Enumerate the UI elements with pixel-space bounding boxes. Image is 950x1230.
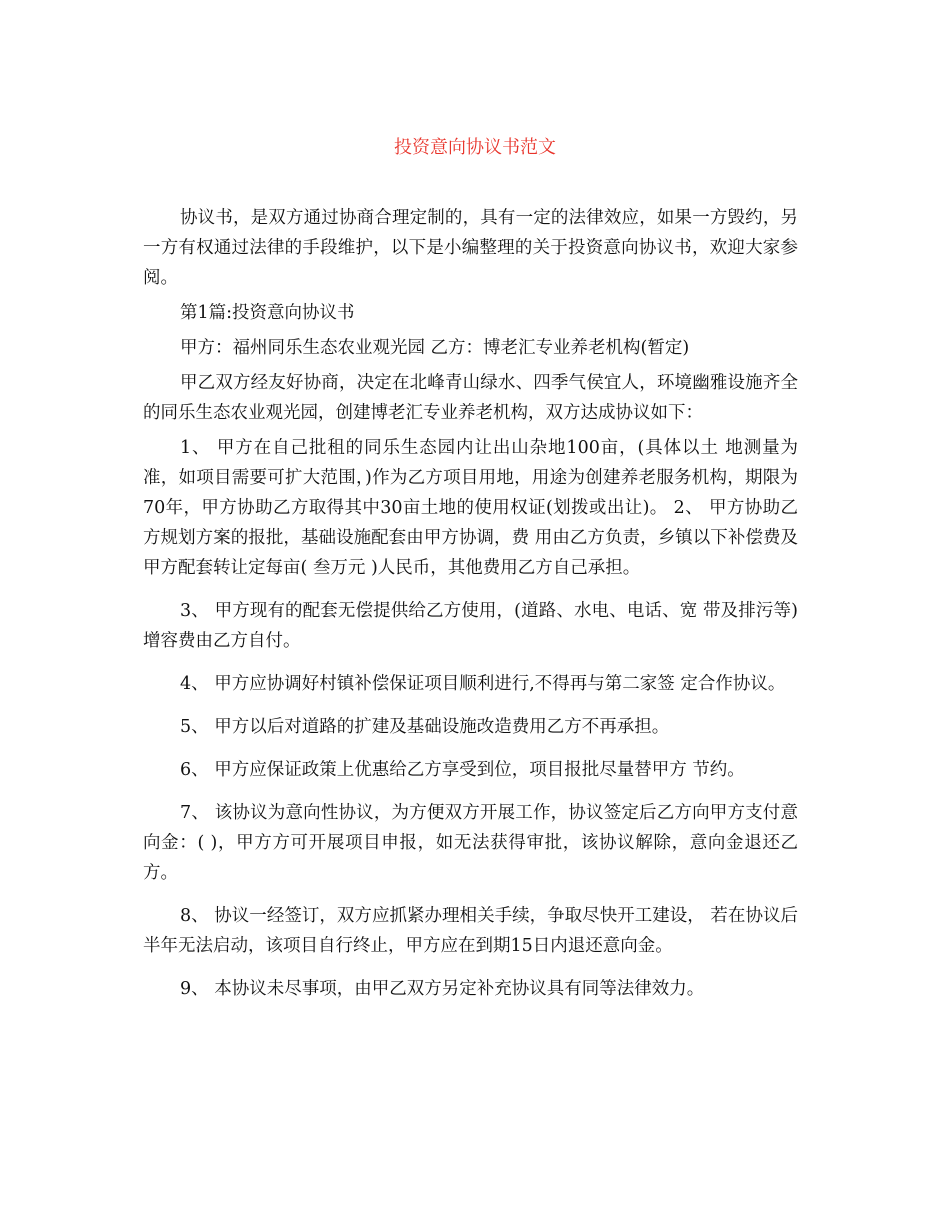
intro-paragraph: 协议书，是双方通过协商合理定制的，具有一定的法律效应，如果一方毁约，另一方有权通过法律的手段维护，以下是小编整理的关于投资意向协议书，欢迎大家参阅。 [143, 208, 798, 288]
section-heading: 第1篇:投资意向协议书 [180, 303, 355, 323]
clause-4: 4、 甲方应协调好村镇补偿保证项目顺利进行,不得再与第二家签 定合作协议。 [180, 674, 786, 694]
clause-5: 5、 甲方以后对道路的扩建及基础设施改造费用乙方不再承担。 [180, 717, 670, 737]
clause-8: 8、 协议一经签订，双方应抓紧办理相关手续，争取尽快开工建设， 若在协议后半年无法启动，该项目自行终止，甲方应在到期15日内退还意向金。 [143, 906, 798, 956]
clause-6: 6、 甲方应保证政策上优惠给乙方享受到位，项目报批尽量替甲方 节约。 [180, 760, 745, 780]
clause-1-2: 1、 甲方在自己批租的同乐生态园内让出山杂地100亩，(具体以土 地测量为准，如项目需要可扩大范围，)作为乙方项目用地，用途为创建养老服务机构，期限为70年，甲方协助乙方取得其中30亩土地的使用权证(划拨或出让)。 2、 甲方协助乙方规划方案的报批，基础设施配套由甲方协调，费 用由乙方负责，乡镇以下补偿费及甲方配套转让定每亩( 叁万元 )人民币，其他费用乙方自己承担。 [143, 438, 798, 578]
clause-3: 3、 甲方现有的配套无偿提供给乙方使用，(道路、水电、电话、宽 带及排污等)增容费由乙方自付。 [143, 601, 798, 651]
agreement-preamble: 甲乙双方经友好协商，决定在北峰青山绿水、四季气侯宜人，环境幽雅设施齐全的同乐生态农业观光园，创建博老汇专业养老机构，双方达成协议如下： [143, 373, 798, 423]
parties-line: 甲方：福州同乐生态农业观光园 乙方：博老汇专业养老机构(暂定) [180, 338, 690, 358]
clause-9: 9、 本协议未尽事项，由甲乙双方另定补充协议具有同等法律效力。 [180, 979, 705, 999]
document-body [143, 203, 798, 1004]
clause-7: 7、 该协议为意向性协议，为方便双方开展工作，协议签定后乙方向甲方支付意向金：( )，甲方方可开展项目申报，如无法获得审批，该协议解除，意向金退还乙方。 [143, 803, 798, 883]
document-title: 投资意向协议书范文 [394, 137, 556, 158]
